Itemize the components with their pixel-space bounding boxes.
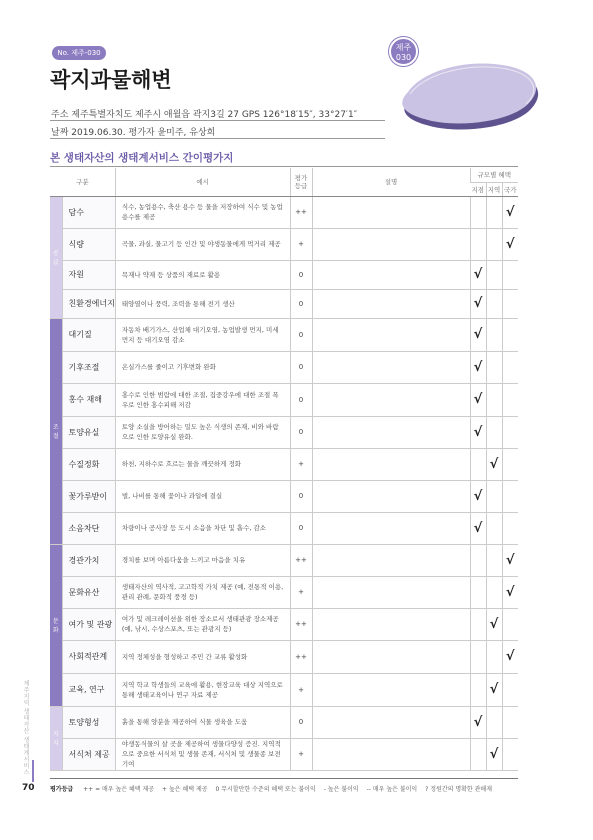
service-grade: 0 — [290, 480, 312, 512]
header-national: 국가 — [502, 182, 518, 196]
check-regional: √ — [486, 673, 502, 706]
service-name: 경관가치 — [62, 544, 115, 576]
footer-divider — [50, 778, 518, 779]
header-grade-line2: 등급 — [294, 181, 308, 190]
service-grade: ++ — [290, 544, 312, 576]
check-national — [502, 480, 518, 512]
service-name: 여가 및 관광 — [62, 608, 115, 640]
check-local: √ — [470, 706, 486, 738]
service-name: 문화유산 — [62, 576, 115, 608]
service-description — [312, 448, 470, 480]
service-name: 홍수 재해 — [62, 383, 115, 416]
service-description — [312, 196, 470, 228]
check-local: √ — [470, 260, 486, 289]
service-description — [312, 260, 470, 289]
group-label: 문화 — [50, 544, 62, 706]
check-national — [502, 260, 518, 289]
service-description — [312, 480, 470, 512]
legend-title: 평가등급 — [50, 786, 74, 793]
service-description — [312, 512, 470, 544]
service-name: 소음차단 — [62, 512, 115, 544]
check-national: √ — [502, 196, 518, 228]
service-example: 곡물, 과실, 물고기 등 인간 및 야생동물에게 먹거리 제공 — [115, 228, 290, 260]
service-description — [312, 738, 470, 770]
check-regional — [486, 383, 502, 416]
service-description — [312, 706, 470, 738]
service-description — [312, 608, 470, 640]
service-grade: ++ — [290, 196, 312, 228]
date-evaluator-line: 날짜 2019.06.30. 평가자 윤미주, 유상희 — [51, 128, 216, 138]
service-name: 기후조절 — [62, 351, 115, 383]
service-grade: 0 — [290, 416, 312, 448]
service-name: 토양유실 — [62, 416, 115, 448]
check-regional — [486, 351, 502, 383]
check-national: √ — [502, 640, 518, 673]
side-accent-bar — [32, 760, 34, 782]
check-regional: √ — [486, 608, 502, 640]
check-local — [470, 544, 486, 576]
check-national — [502, 512, 518, 544]
evaluation-table — [50, 168, 518, 771]
service-example: 경치를 보며 아름다움을 느끼고 마음을 치유 — [115, 544, 290, 576]
header-category: 구분 — [50, 168, 115, 196]
check-national: √ — [502, 576, 518, 608]
service-grade: 0 — [290, 260, 312, 289]
service-example: 자동차 배기가스, 산업체 대기오염, 농업발생 먼지, 미세먼지 등 대기오염 감소 — [115, 318, 290, 351]
table-row — [50, 289, 518, 318]
table-row — [50, 673, 518, 706]
table-row — [50, 416, 518, 448]
service-description — [312, 416, 470, 448]
legend-item: ++ = 매우 높은 혜택 제공 — [83, 786, 155, 793]
island-badge-number: 030 — [395, 53, 412, 62]
legend-item: + 높은 혜택 제공 — [162, 786, 208, 793]
check-local: √ — [470, 289, 486, 318]
check-national — [502, 448, 518, 480]
table-row — [50, 480, 518, 512]
service-example: 지역 학교 학생들의 교육에 활용, 현장교육 대상 지역으로 통해 생태교육이나 연구 자료 제공 — [115, 673, 290, 706]
service-grade: ++ — [290, 608, 312, 640]
table-row — [50, 228, 518, 260]
legend-item: ? 정원간의 명확한 관해재 — [425, 786, 493, 793]
check-national — [502, 351, 518, 383]
service-name: 서식처 제공 — [62, 738, 115, 770]
service-grade: 0 — [290, 351, 312, 383]
service-name: 친환경에너지 — [62, 289, 115, 318]
service-example: 목재나 약재 등 상품의 재료로 활용 — [115, 260, 290, 289]
service-name: 식량 — [62, 228, 115, 260]
service-name: 대기질 — [62, 318, 115, 351]
check-local: √ — [470, 512, 486, 544]
table-row — [50, 640, 518, 673]
grade-legend — [50, 784, 498, 793]
check-national: √ — [502, 228, 518, 260]
service-name: 자원 — [62, 260, 115, 289]
page-title: 곽지과물해변 — [50, 68, 172, 92]
legend-item: 0 무시할만한 수준의 혜택 또는 불이익 — [215, 786, 316, 793]
service-grade: 0 — [290, 512, 312, 544]
check-local — [470, 228, 486, 260]
service-grade: + — [290, 576, 312, 608]
service-example: 홍수로 인한 범람에 대한 조절, 집중강우에 대한 조절 폭우로 인한 홍수피해 저감 — [115, 383, 290, 416]
group-label: 공급 — [50, 196, 62, 318]
check-national — [502, 608, 518, 640]
island-badge-label: 제주 — [395, 43, 412, 52]
service-description — [312, 640, 470, 673]
check-regional — [486, 512, 502, 544]
check-regional — [486, 260, 502, 289]
address-line: 주소 제주특별자치도 제주시 애월읍 곽지3길 27 GPS 126°18′15″, 33°27′1″ — [51, 110, 358, 120]
service-name: 수질정화 — [62, 448, 115, 480]
service-description — [312, 228, 470, 260]
legend-item: -- 매우 높은 불이익 — [366, 786, 418, 793]
service-grade: + — [290, 448, 312, 480]
page-code-badge: No. 제주-030 — [52, 46, 106, 60]
header-grade-line1: 평가 — [294, 173, 308, 182]
legend-item: - 높은 불이익 — [323, 786, 359, 793]
service-name: 토양형성 — [62, 706, 115, 738]
check-national — [502, 318, 518, 351]
service-name: 담수 — [62, 196, 115, 228]
check-regional — [486, 416, 502, 448]
table-row — [50, 318, 518, 351]
service-example: 식수, 농업용수, 축산 용수 등 물을 저장하여 식수 및 농업용수를 제공 — [115, 196, 290, 228]
check-regional — [486, 640, 502, 673]
service-example: 생태자산의 역사적, 고고학적 가치 제공 (예, 전통적 이용, 관리 관례, 문화적 풍경 등) — [115, 576, 290, 608]
header-example: 예시 — [115, 168, 290, 196]
check-local — [470, 738, 486, 770]
check-national — [502, 706, 518, 738]
check-local — [470, 673, 486, 706]
header-regional: 지역 — [486, 182, 502, 196]
service-example: 벌, 나비를 통해 꽃이나 과일에 결실 — [115, 480, 290, 512]
meta-divider — [50, 120, 385, 121]
service-name: 꽃가루받이 — [62, 480, 115, 512]
service-grade: 0 — [290, 706, 312, 738]
check-national — [502, 738, 518, 770]
service-grade: + — [290, 228, 312, 260]
service-description — [312, 351, 470, 383]
check-national — [502, 383, 518, 416]
check-regional — [486, 196, 502, 228]
check-national — [502, 673, 518, 706]
page-number: 70 — [22, 783, 35, 793]
check-regional — [486, 228, 502, 260]
check-local: √ — [470, 351, 486, 383]
service-example: 여가 및 레크레이션을 위한 장소로서 생태관광 장소제공 (예, 낚시, 수상스포츠, 또는 관광지 등) — [115, 608, 290, 640]
header-grade — [290, 168, 312, 196]
island-badge — [389, 37, 418, 66]
service-description — [312, 383, 470, 416]
group-label: 지지 — [50, 706, 62, 770]
header-scale: 규모별 혜택 — [470, 168, 518, 182]
service-example: 태양열이나 풍력, 조력을 통해 전기 생산 — [115, 289, 290, 318]
service-description — [312, 289, 470, 318]
check-local — [470, 576, 486, 608]
table-row — [50, 351, 518, 383]
check-regional — [486, 480, 502, 512]
service-grade: 0 — [290, 318, 312, 351]
check-regional — [486, 318, 502, 351]
check-regional — [486, 576, 502, 608]
service-grade: ++ — [290, 640, 312, 673]
check-local: √ — [470, 383, 486, 416]
service-description — [312, 673, 470, 706]
section-divider — [50, 166, 518, 167]
check-local — [470, 196, 486, 228]
table-row — [50, 738, 518, 770]
check-regional — [486, 544, 502, 576]
check-regional: √ — [486, 448, 502, 480]
check-national: √ — [502, 544, 518, 576]
service-example: 차량이나 공사장 등 도시 소음을 차단 및 흡수, 감소 — [115, 512, 290, 544]
service-example: 하천, 지하수로 흐르는 물을 깨끗하게 정화 — [115, 448, 290, 480]
service-example: 흙을 통해 양분을 제공하여 식물 생육을 도움 — [115, 706, 290, 738]
side-caption: 제주지역 생태자산 생태계서비스 — [22, 680, 29, 776]
service-description — [312, 576, 470, 608]
check-national — [502, 416, 518, 448]
table-row — [50, 260, 518, 289]
service-description — [312, 544, 470, 576]
service-grade: 0 — [290, 383, 312, 416]
group-label: 조절 — [50, 318, 62, 544]
table-row — [50, 576, 518, 608]
service-example: 온실가스를 줄이고 기후변화 완화 — [115, 351, 290, 383]
check-national — [502, 289, 518, 318]
check-local: √ — [470, 416, 486, 448]
table-row — [50, 196, 518, 228]
table-row — [50, 448, 518, 480]
table-row — [50, 608, 518, 640]
table-row — [50, 544, 518, 576]
table-row — [50, 383, 518, 416]
header-local: 지점 — [470, 182, 486, 196]
service-example: 지역 정체성을 형성하고 주민 간 교류 활성화 — [115, 640, 290, 673]
check-local — [470, 608, 486, 640]
check-regional — [486, 289, 502, 318]
check-local: √ — [470, 318, 486, 351]
check-regional: √ — [486, 738, 502, 770]
meta-divider — [50, 138, 385, 139]
check-local — [470, 448, 486, 480]
service-grade: + — [290, 738, 312, 770]
service-name: 사회적관계 — [62, 640, 115, 673]
section-title: 본 생태자산의 생태계서비스 간이평가지 — [50, 152, 234, 164]
check-regional — [486, 706, 502, 738]
service-name: 교육, 연구 — [62, 673, 115, 706]
service-grade: 0 — [290, 289, 312, 318]
service-example: 토양 소실을 방어하는 밀도 높은 식생의 존재, 비와 바람으로 인한 토양유실 완화. — [115, 416, 290, 448]
header-description: 설명 — [312, 168, 470, 196]
service-example: 야생동식물의 살 곳을 제공하여 생물다양성 증진. 지역적으로 중요한 서식처 및 생물 존재, 서식처 및 생물종 보전 기여 — [115, 738, 290, 770]
service-description — [312, 318, 470, 351]
check-local: √ — [470, 480, 486, 512]
table-row — [50, 512, 518, 544]
table-row — [50, 706, 518, 738]
check-local — [470, 640, 486, 673]
service-grade: + — [290, 673, 312, 706]
